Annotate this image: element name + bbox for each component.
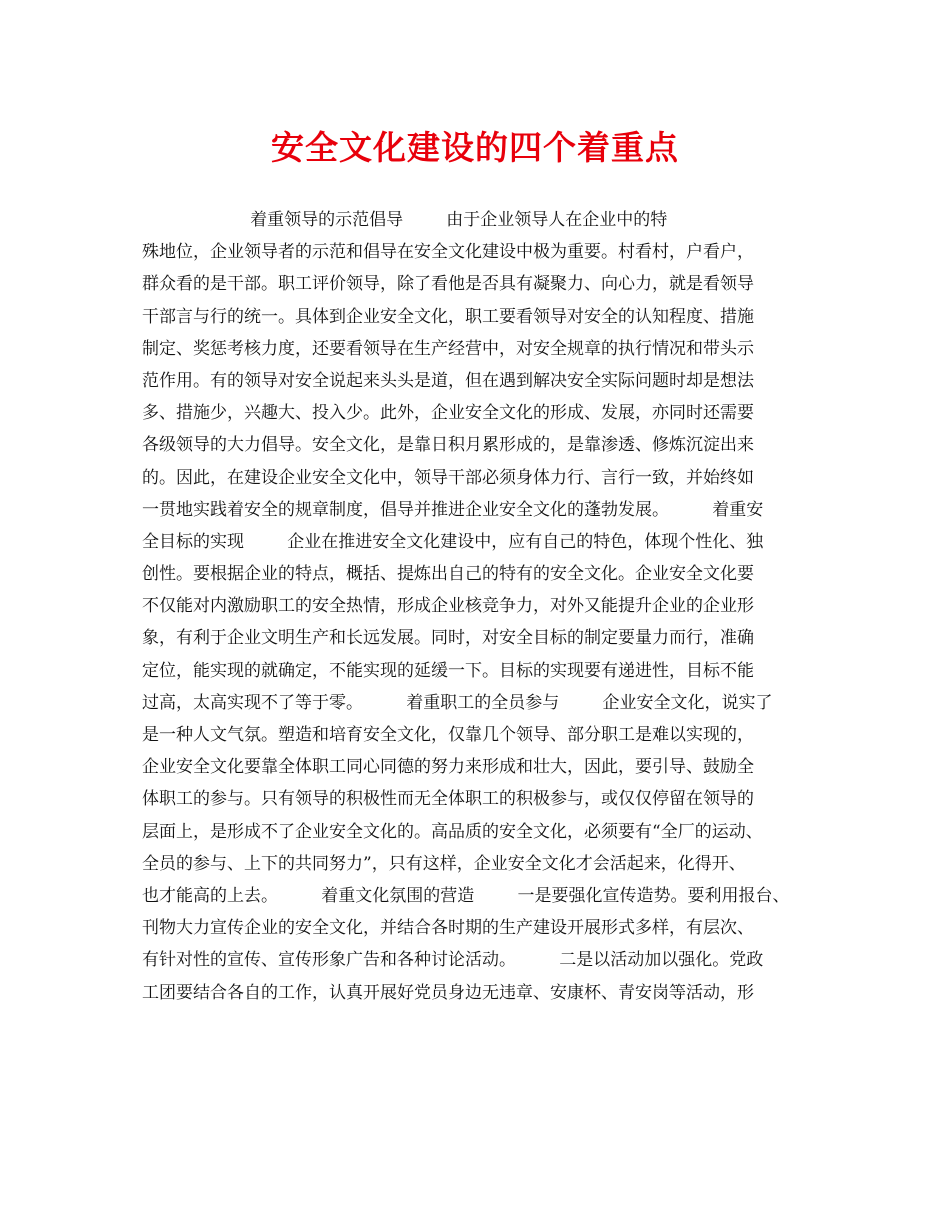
body-line: 全目标的实现 企业在推进安全文化建设中，应有自己的特色，体现个性化、独 [142, 531, 764, 552]
body-line: 也才能高的上去。 着重文化氛围的营造 一是要强化宣传造势。要利用报台、 [142, 885, 790, 906]
body-line: 工团要结合各自的工作，认真开展好党员身边无违章、安康杯、青安岗等活动，形 [142, 982, 754, 1003]
body-line: 的。因此，在建设企业安全文化中，领导干部必须身体力行、言行一致，并始终如 [142, 467, 754, 488]
body-line: 制定、奖惩考核力度，还要看领导在生产经营中，对安全规章的执行情况和带头示 [142, 338, 754, 359]
document-title: 安全文化建设的四个着重点 [271, 128, 679, 167]
body-line: 体职工的参与。只有领导的积极性而无全体职工的积极参与，或仅仅停留在领导的 [142, 789, 754, 810]
body-line: 殊地位，企业领导者的示范和倡导在安全文化建设中极为重要。村看村，户看户， [142, 242, 754, 263]
body-line: 过高，太高实现不了等于零。 着重职工的全员参与 企业安全文化，说实了 [142, 692, 773, 713]
body-line: 有针对性的宣传、宣传形象广告和各种讨论活动。 二是以活动加以强化。党政 [142, 950, 764, 971]
body-line: 群众看的是干部。职工评价领导，除了看他是否具有凝聚力、向心力，就是看领导 [142, 274, 754, 295]
body-line: 象，有利于企业文明生产和长远发展。同时，对安全目标的制定要量力而行，准确 [142, 628, 754, 649]
body-line: 范作用。有的领导对安全说起来头头是道，但在遇到解决安全实际问题时却是想法 [142, 370, 754, 391]
body-line: 是一种人文气氛。塑造和培育安全文化，仅靠几个领导、部分职工是难以实现的， [142, 725, 754, 745]
body-line: 全员的参与、上下的共同努力”，只有这样，企业安全文化才会活起来，化得开、 [142, 853, 746, 874]
body-line: 多、措施少，兴趣大、投入少。此外，企业安全文化的形成、发展，亦同时还需要 [142, 403, 754, 424]
body-line: 企业安全文化要靠全体职工同心同德的努力来形成和壮大，因此，要引导、鼓励全 [142, 757, 754, 778]
body-line: 一贯地实践着安全的规章制度，倡导并推进企业安全文化的蓬勃发展。 着重安 [142, 499, 764, 520]
body-line: 干部言与行的统一。具体到企业安全文化，职工要看领导对安全的认知程度、措施 [142, 306, 754, 327]
document-body [142, 204, 832, 1009]
body-line: 着重领导的示范倡导 由于企业领导人在企业中的特 [142, 210, 668, 230]
body-line: 创性。要根据企业的特点，概括、提炼出自己的特有的安全文化。企业安全文化要 [142, 564, 754, 585]
body-line: 刊物大力宣传企业的安全文化，并结合各时期的生产建设开展形式多样，有层次、 [142, 918, 754, 939]
body-line: 层面上，是形成不了企业安全文化的。高品质的安全文化，必须要有“全厂的运动、 [142, 821, 763, 842]
body-line: 不仅能对内激励职工的安全热情，形成企业核竞争力，对外又能提升企业的企业形 [142, 596, 754, 617]
body-line: 定位，能实现的就确定，不能实现的延缓一下。目标的实现要有递进性，目标不能 [142, 660, 754, 681]
body-line: 各级领导的大力倡导。安全文化，是靠日积月累形成的，是靠渗透、修炼沉淀出来 [142, 435, 754, 456]
